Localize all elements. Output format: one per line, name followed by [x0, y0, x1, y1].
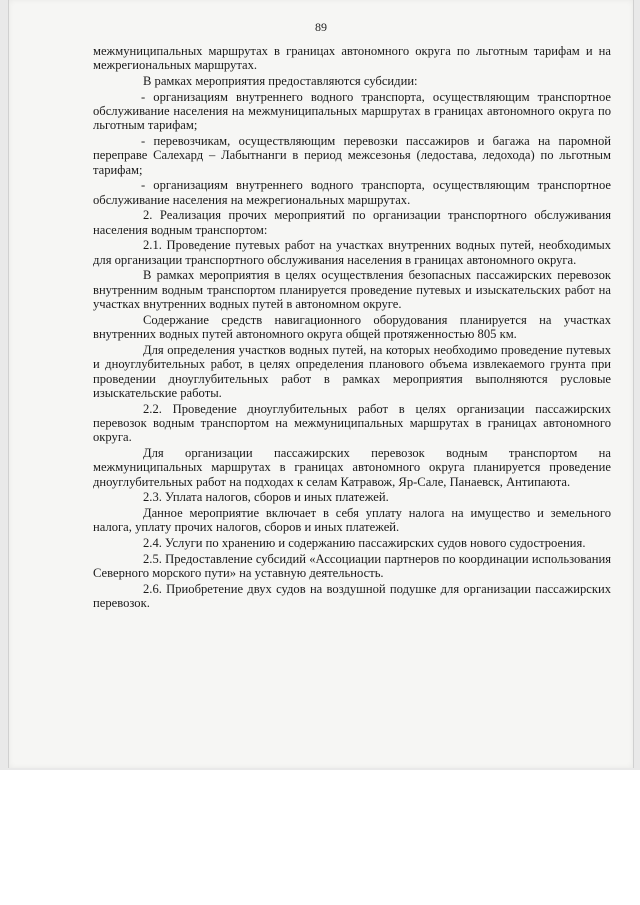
- paragraph-11: 2.2. Проведение дноуглубительных работ в целях организации пассажирских перевозок водным транспортом на межмуниципальных маршрутах в границах автономного округа.: [93, 401, 611, 445]
- paragraph-2: В рамках мероприятия предоставляются субсидии:: [143, 74, 418, 88]
- paragraph-3: - организациям внутреннего водного транспорта, осуществляющим транспортное обслуживание населения на межмуниципальных маршрутах в границах автономного округа по льготным тарифам;: [93, 89, 611, 133]
- page-number: 89: [315, 20, 327, 34]
- paragraph-1: межмуниципальных маршрутах в границах автономного округа по льготным тарифам и на межрегиональных маршрутах.: [93, 44, 611, 73]
- document-body: [93, 44, 611, 612]
- paragraph-5: - организациям внутреннего водного транспорта, осуществляющим транспортное обслуживание населения на межрегиональных маршрутах.: [93, 178, 611, 207]
- paragraph-16: 2.5. Предоставление субсидий «Ассоциации партнеров по координации использования Северного морского пути» на уставную деятельность.: [93, 551, 611, 581]
- paragraph-12: Для организации пассажирских перевозок водным транспортом на межмуниципальных маршрутах в границах автономного округа планируется проведение дноуглубительных работ на подходах к селам Катравож, Яр-Сале, Панаевск, Антипаюта.: [93, 446, 611, 489]
- paragraph-8: В рамках мероприятия в целях осуществления безопасных пассажирских перевозок внутренним водным транспортом планируется проведение путевых и изыскательских работ на участках внутренних водных путей в автономном округе.: [93, 268, 611, 312]
- paragraph-7: 2.1. Проведение путевых работ на участках внутренних водных путей, необходимых для организации транспортного обслуживания населения в границах автономного округа.: [93, 238, 611, 267]
- paragraph-13: 2.3. Уплата налогов, сборов и иных платежей.: [143, 490, 389, 505]
- paragraph-6: 2. Реализация прочих мероприятий по организации транспортного обслуживания населения водным транспортом:: [93, 208, 611, 237]
- blank-area: [0, 770, 640, 905]
- paragraph-15: 2.4. Услуги по хранению и содержанию пассажирских судов нового судостроения.: [143, 536, 586, 551]
- paragraph-4: - перевозчикам, осуществляющим перевозки пассажиров и багажа на паромной переправе Салехард – Лабытнанги в период межсезонья (ледостава, ледохода) по льготным тарифам;: [93, 134, 611, 177]
- paragraph-14: Данное мероприятие включает в себя уплату налога на имущество и земельного налога, уплату прочих налогов, сборов и иных платежей.: [93, 506, 611, 535]
- paragraph-17: 2.6. Приобретение двух судов на воздушной подушке для организации пассажирских перевозок.: [93, 581, 611, 611]
- paragraph-9: Содержание средств навигационного оборудования планируется на участках внутренних водных путей автономного округа общей протяженностью 805 км.: [93, 312, 611, 342]
- document-page: [8, 0, 634, 768]
- paragraph-10: Для определения участков водных путей, на которых необходимо проведение путевых и дноуглубительных работ, в целях определения планового объема извлекаемого грунта при проведении дноуглубительных работ в рамках мероприятия выполняются русловые изыскательские работы.: [93, 342, 611, 401]
